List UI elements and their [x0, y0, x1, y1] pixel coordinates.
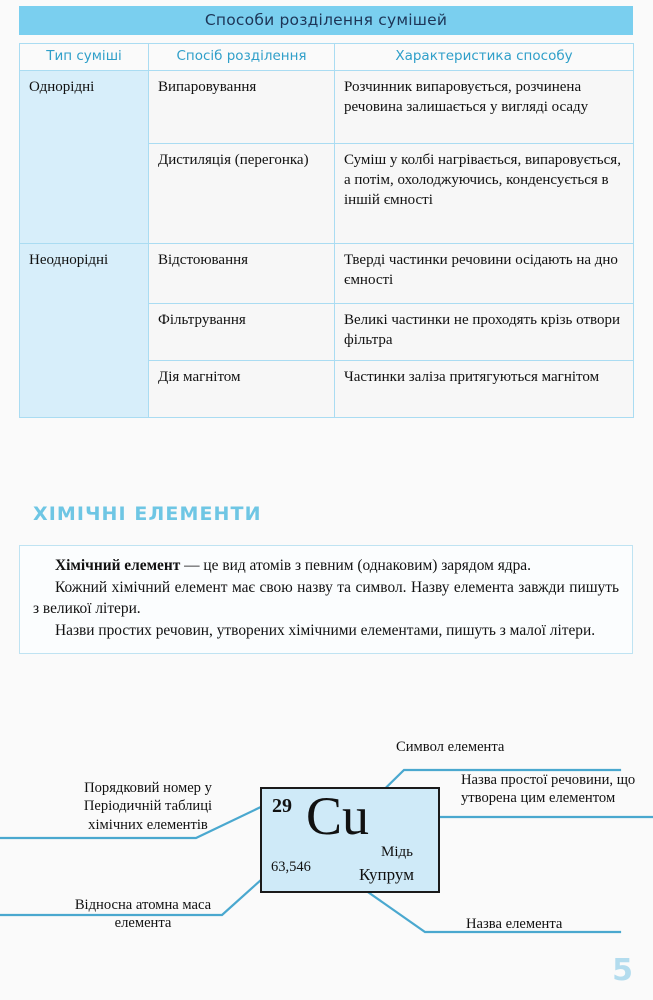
label-symbol: Символ елемента	[396, 739, 505, 755]
label-element-name: Назва елемента	[466, 916, 563, 932]
atomic-number: 29	[272, 795, 292, 817]
column-header-type: Тип суміші	[20, 44, 149, 71]
column-header-method: Спосіб розділення	[149, 44, 335, 71]
cell-description: Великі частинки не проходять крізь отвори фільтра	[335, 304, 634, 361]
label-ordinal-number: Порядковий номер у Періодичній таблиці хімічних елементів	[83, 780, 213, 833]
cell-method: Відстоювання	[149, 244, 335, 304]
table-row	[20, 71, 634, 144]
element-symbol: Cu	[306, 786, 370, 846]
table-header-row	[20, 44, 634, 71]
cell-description: Суміш у колбі нагрівається, випаровується, а потім, охолоджуючись, конденсується в іншій ємності	[335, 144, 634, 244]
element-card	[260, 787, 440, 893]
separation-methods-table	[19, 6, 633, 418]
definition-paragraph-2: Кожний хімічний елемент має свою назву та символ. Назву елемента завжди пишуть з великої літери.	[33, 578, 619, 617]
definition-box	[19, 545, 633, 654]
page-number: 5	[612, 953, 633, 988]
label-atomic-mass: Відносна атомна маса елемента	[74, 897, 212, 932]
cell-method: Фільтрування	[149, 304, 335, 361]
cell-method: Випаровування	[149, 71, 335, 144]
table	[19, 43, 634, 418]
cell-description: Розчинник випаровується, розчинена речовина залишається у вигляді осаду	[335, 71, 634, 144]
definition-term: Хімічний елемент	[55, 557, 181, 574]
label-simple-substance: Назва простої речовини, що утворена цим елементом	[461, 772, 636, 807]
column-header-characteristic: Характеристика способу	[335, 44, 634, 71]
cell-method: Дія магнітом	[149, 361, 335, 418]
cell-description: Тверді частинки речовини осідають на дно ємності	[335, 244, 634, 304]
cell-mixture-type: Неоднорідні	[20, 244, 149, 418]
cell-method: Дистиляція (перегонка)	[149, 144, 335, 244]
cell-mixture-type: Однорідні	[20, 71, 149, 244]
leader-line-simple-substance	[425, 817, 653, 827]
table-row	[20, 244, 634, 304]
definition-term-rest: — це вид атомів з певним (однаковим) зарядом ядра.	[180, 557, 531, 574]
simple-substance-name: Мідь	[381, 844, 413, 860]
atomic-mass: 63,546	[271, 859, 311, 875]
section-heading: ХІМІЧНІ ЕЛЕМЕНТИ	[33, 503, 262, 525]
element-name: Купрум	[359, 865, 414, 884]
cell-description: Частинки заліза притягуються магнітом	[335, 361, 634, 418]
definition-paragraph-1	[33, 556, 619, 577]
definition-paragraph-3: Назви простих речовин, утворених хімічними елементами, пишуть з малої літери.	[55, 621, 596, 639]
table-title: Способи розділення сумішей	[19, 6, 633, 35]
